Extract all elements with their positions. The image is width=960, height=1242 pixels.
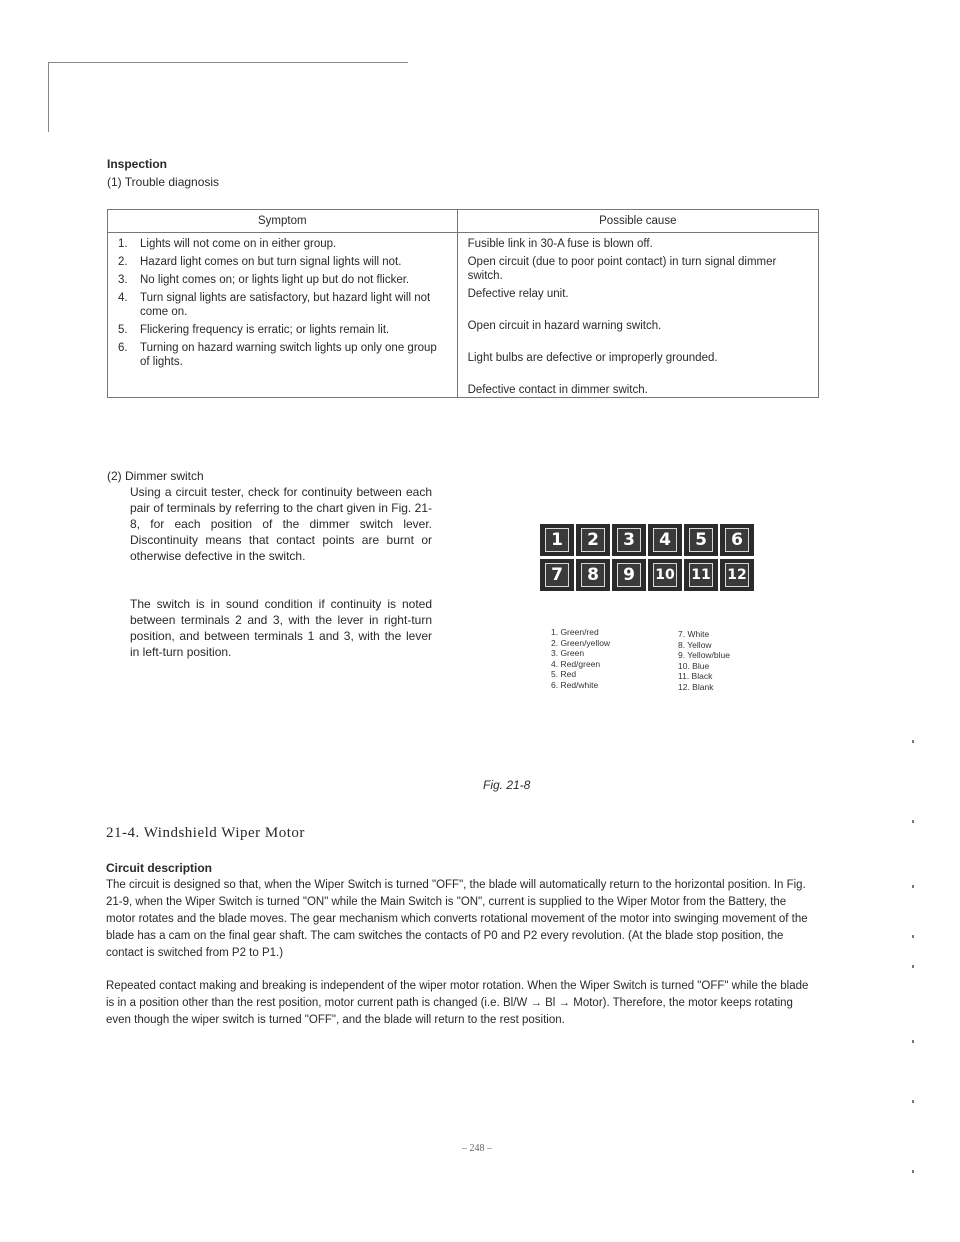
connector-top-row [540, 524, 762, 556]
legend-item: 12. Blank [678, 681, 714, 692]
symptom-row [108, 341, 457, 369]
dimmer-switch-heading: (2) Dimmer switch [107, 469, 204, 483]
legend-item: 9. Yellow/blue [678, 650, 730, 660]
connector-bottom-row [540, 559, 762, 591]
trouble-diagnosis-table [107, 209, 819, 398]
cause-column [457, 233, 818, 398]
legend-item: 1. Green/red [551, 627, 599, 637]
cause-row: Defective contact in dimmer switch. [467, 384, 648, 396]
figure-caption: Fig. 21-8 [483, 778, 531, 792]
dimmer-switch-connector [540, 524, 762, 594]
scan-speck [912, 820, 914, 823]
legend-item: 11. Black [678, 671, 713, 681]
symptom-text: Turning on hazard warning switch lights up only one group of lights. [140, 342, 437, 368]
scan-speck [912, 885, 914, 888]
page-top-rule [48, 62, 408, 63]
scan-speck [912, 740, 914, 743]
cause-row: Fusible link in 30-A fuse is blown off. [467, 238, 653, 250]
connector-pin [684, 524, 718, 556]
trouble-diagnosis-subheading: (1) Trouble diagnosis [107, 175, 220, 189]
legend-item: 6. Red/white [551, 679, 599, 690]
pin-label: 10 [653, 563, 677, 587]
pin-label: 6 [725, 528, 749, 552]
cause-row: Open circuit (due to poor point contact) in turn signal dimmer switch. [467, 256, 777, 282]
symptom-row [108, 255, 457, 269]
connector-pin [684, 559, 718, 591]
connector-pin [720, 559, 754, 591]
row-number: 6. [118, 342, 128, 354]
legend-item: 8. Yellow [678, 639, 712, 650]
pin-label: 3 [617, 528, 641, 552]
connector-pin [612, 559, 646, 591]
connector-pin [540, 524, 574, 556]
page-left-rule [48, 62, 49, 132]
connector-pin [540, 559, 574, 591]
symptom-column [108, 233, 458, 398]
connector-pin [648, 524, 682, 556]
pin-label: 9 [617, 563, 641, 587]
symptom-header: Symptom [108, 210, 458, 233]
pin-label: 12 [725, 563, 749, 587]
legend-item: 4. Red/green [551, 658, 601, 669]
symptom-text: Flickering frequency is erratic; or lights remain lit. [140, 324, 390, 336]
legend-item: 7. White [678, 629, 710, 639]
inspection-heading: Inspection [107, 157, 168, 171]
symptom-text: No light comes on; or lights light up but do not flicker. [140, 274, 410, 286]
wire-legend-left [551, 627, 610, 690]
scan-speck [912, 935, 914, 938]
connector-pin [648, 559, 682, 591]
cause-row: Open circuit in hazard warning switch. [467, 320, 662, 332]
scan-speck [912, 1170, 914, 1173]
pin-label: 4 [653, 528, 677, 552]
page-number: – 248 – [462, 1143, 492, 1154]
connector-pin [576, 524, 610, 556]
dimmer-switch-paragraph-2: The switch is in sound condition if continuity is noted between terminals 2 and 3, with the lever in right-turn position, and between terminals 1 and 3, with the lever in left-turn position. [130, 597, 432, 659]
symptom-text: Lights will not come on in either group. [140, 238, 337, 250]
legend-item: 5. Red [551, 669, 577, 679]
pin-label: 7 [545, 563, 569, 587]
cause-row: Defective relay unit. [467, 288, 569, 300]
connector-pin [720, 524, 754, 556]
symptom-row [108, 323, 457, 337]
legend-item: 10. Blue [678, 660, 710, 671]
row-number: 2. [118, 256, 128, 268]
pin-label: 5 [689, 528, 713, 552]
circuit-description-paragraph-2: Repeated contact making and breaking is independent of the wiper motor rotation. When the Wiper Switch is turned "OFF" while the blade is in a position other than the rest position, motor current path is changed (i.e. Bl/W → Bl → Motor). Therefore, the motor keeps rotating even though the wiper switch is turned "OFF", and the blade will return to the rest position. [106, 980, 809, 1026]
symptom-row [108, 237, 457, 251]
row-number: 4. [118, 292, 128, 304]
row-number: 5. [118, 324, 128, 336]
scan-speck [912, 1040, 914, 1043]
legend-item: 2. Green/yellow [551, 637, 611, 648]
cause-row: Light bulbs are defective or improperly grounded. [467, 352, 718, 364]
scan-speck [912, 1100, 914, 1103]
circuit-description-heading: Circuit description [106, 861, 213, 875]
dimmer-switch-paragraph-1: Using a circuit tester, check for continuity between each pair of terminals by referring to the chart given in Fig. 21-8, for each position of the dimmer switch lever. Discontinuity means that contact points are burnt or otherwise defective in the switch. [130, 485, 432, 563]
symptom-text: Turn signal lights are satisfactory, but hazard light will not come on. [140, 292, 431, 318]
legend-item: 3. Green [551, 648, 585, 658]
section-title: 21-4. Windshield Wiper Motor [106, 825, 305, 841]
connector-pin [576, 559, 610, 591]
symptom-row [108, 291, 457, 319]
cause-header: Possible cause [457, 210, 818, 233]
symptom-text: Hazard light comes on but turn signal lights will not. [140, 256, 402, 268]
row-number: 1. [118, 238, 128, 250]
pin-label: 2 [581, 528, 605, 552]
scan-speck [912, 965, 914, 968]
row-number: 3. [118, 274, 128, 286]
symptom-row [108, 273, 457, 287]
connector-pin [612, 524, 646, 556]
circuit-description-paragraph-1: The circuit is designed so that, when the Wiper Switch is turned "OFF", the blade will automatically return to the horizontal position. In Fig. 21-9, when the Wiper Switch is turned "ON" while the Main Switch is "ON", current is supplied to the Wiper Motor from the Battery, the motor rotates and the blade moves. The gear mechanism which converts rotational movement of the motor into swinging movement of the blade has a cam on the final gear shaft. The cam switches the contacts of P0 and P2 every revolution. (At the blade stop position, the contact is switched from P2 to P1.) [106, 879, 808, 959]
pin-label: 11 [689, 563, 713, 587]
pin-label: 8 [581, 563, 605, 587]
wire-legend-right [678, 629, 730, 692]
pin-label: 1 [545, 528, 569, 552]
